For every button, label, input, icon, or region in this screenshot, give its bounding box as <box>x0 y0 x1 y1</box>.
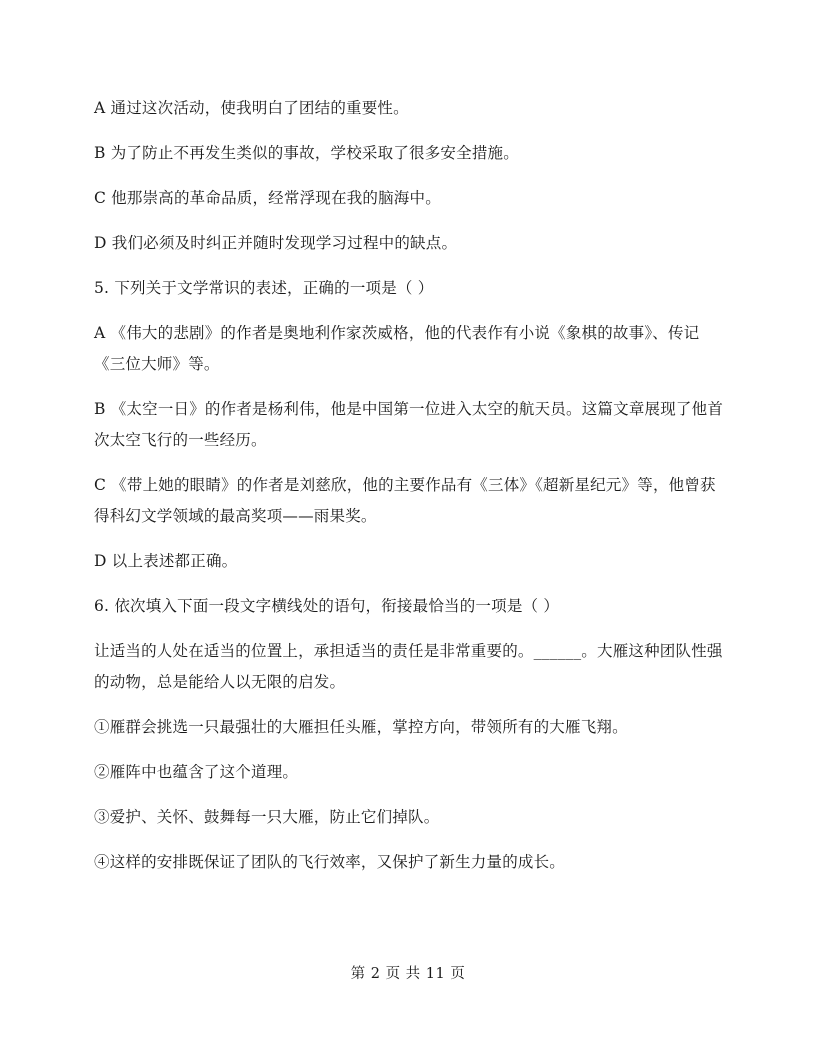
q6-passage: 让适当的人处在适当的位置上，承担适当的责任是非常重要的。______。大雁这种团队性强的动物，总是能给人以无限的启发。 <box>94 642 723 691</box>
question-6-stem: 6. 依次填入下面一段文字横线处的语句，衔接最恰当的一项是（ ） <box>94 597 560 615</box>
page-content <box>94 93 724 892</box>
q6-sentence-3: ③爱护、关怀、鼓舞每一只大雁，防止它们掉队。 <box>94 808 440 826</box>
q4-option-b: B 为了防止不再发生类似的事故，学校采取了很多安全措施。 <box>94 144 519 162</box>
q5-option-a: A 《伟大的悲剧》的作者是奥地利作家茨威格，他的代表作有小说《象棋的故事》、传记《三位大师》等。 <box>94 324 700 373</box>
q4-option-d: D 我们必须及时纠正并随时发现学习过程中的缺点。 <box>94 234 458 252</box>
q6-sentence-4: ④这样的安排既保证了团队的飞行效率，又保护了新生力量的成长。 <box>94 853 566 871</box>
q4-option-a: A 通过这次活动，使我明白了团结的重要性。 <box>94 99 409 117</box>
q5-option-b: B 《太空一日》的作者是杨利伟，他是中国第一位进入太空的航天员。这篇文章展现了他首次太空飞行的一些经历。 <box>94 400 724 449</box>
q4-option-c: C 他那崇高的革命品质，经常浮现在我的脑海中。 <box>94 189 441 207</box>
page-number-footer: 第 2 页 共 11 页 <box>350 966 466 982</box>
q6-sentence-1: ①雁群会挑选一只最强壮的大雁担任头雁，掌控方向，带领所有的大雁飞翔。 <box>94 718 628 736</box>
q5-option-d: D 以上表述都正确。 <box>94 552 238 570</box>
q5-option-c: C 《带上她的眼睛》的作者是刘慈欣，他的主要作品有《三体》《超新星纪元》等，他曾获得科幻文学领域的最高奖项——雨果奖。 <box>94 476 716 525</box>
question-5-stem: 5. 下列关于文学常识的表述，正确的一项是（ ） <box>94 279 434 297</box>
q6-sentence-2: ②雁阵中也蕴含了这个道理。 <box>94 763 299 781</box>
